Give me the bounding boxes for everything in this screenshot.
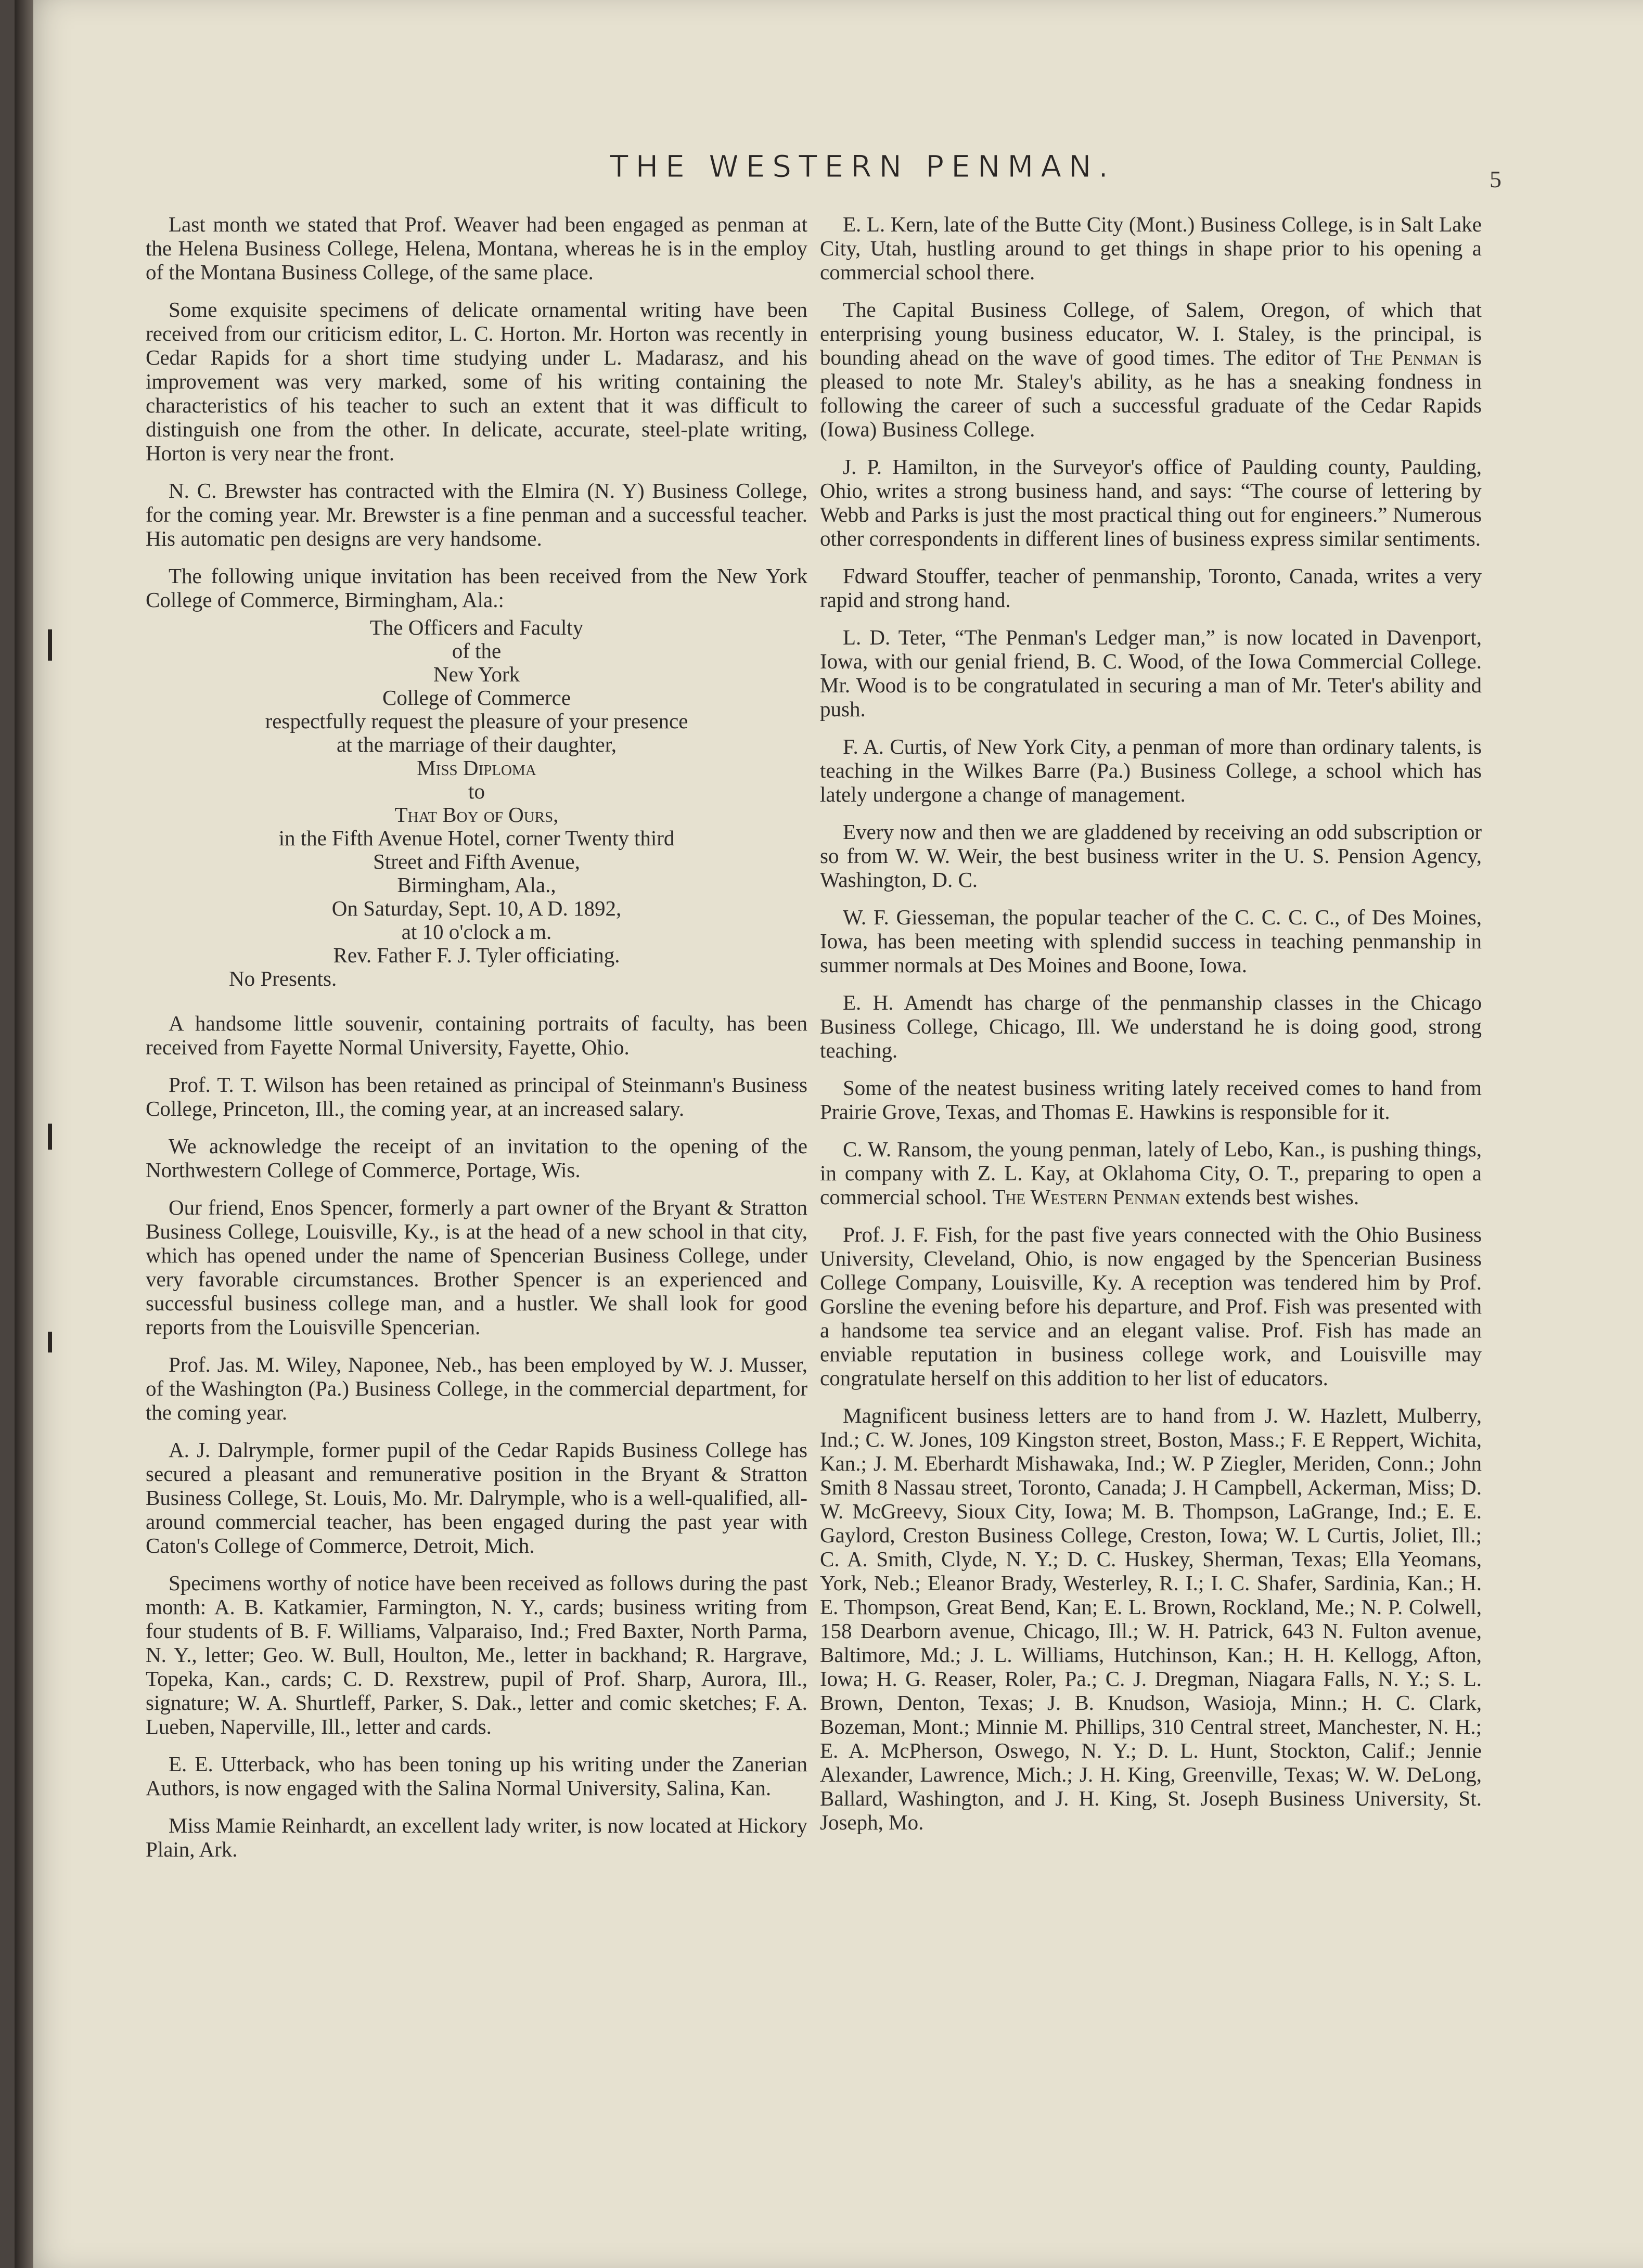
paragraph: E. H. Amendt has charge of the penmanship classes in the Chicago Business College, Chicago, Ill. We understand he is doing good, strong teaching. bbox=[820, 990, 1482, 1062]
book-binding bbox=[15, 0, 33, 2268]
invitation-line: Miss Diploma bbox=[417, 756, 536, 780]
margin-mark bbox=[48, 629, 52, 661]
paragraph: Miss Mamie Reinhardt, an excellent lady writer, is now located at Hickory Plain, Ark. bbox=[146, 1813, 807, 1861]
text-run: is pleased to note Mr. Staley's ability, as he has a sneaking fondness in following the career of such a successful graduate of the Cedar Rapids (Iowa) Business College. bbox=[820, 345, 1482, 441]
paragraph: Prof. J. F. Fish, for the past five years connected with the Ohio Business University, Cleveland, Ohio, is now engaged by the Spencerian Business College Company, Louisville, Ky. A reception was tendered him by Prof. Gorsline the evening before his departure, and Prof. Fish was presented with a handsome tea service and an elegant valise. Prof. Fish has made an enviable reputation in business college work, and Louisville may congratulate herself on this addition to her list of educators. bbox=[820, 1222, 1482, 1390]
text-run: extends best wishes. bbox=[1180, 1185, 1359, 1209]
paragraph: Some exquisite specimens of delicate ornamental writing have been received from our criticism editor, L. C. Horton. Mr. Horton was recently in Cedar Rapids for a short time studying under L. Madarasz, and his improvement was very marked, some of his writing containing the characteristics of his teacher to such an extent that it was difficult to distinguish one from the other. In delicate, accurate, steel-plate writing, Horton is very near the front. bbox=[146, 298, 807, 465]
paragraph: Magnificent business letters are to hand from J. W. Hazlett, Mulberry, Ind.; C. W. Jones, 109 Kingston street, Boston, Mass.; F. E Reppert, Wichita, Kan.; J. M. Eberhardt Mishawaka, Ind.; W. P Ziegler, Meriden, Conn.; John Smith 8 Nassau street, Toronto, Canada; J. H Campbell, Ackerman, Miss; D. W. McGreevy, Sioux City, Iowa; M. B. Thompson, LaGrange, Ind.; E. E. Gaylord, Creston Business College, Creston, Iowa; W. L Curtis, Joliet, Ill.; C. A. Smith, Clyde, N. Y.; D. C. Huskey, Sherman, Texas; Ella Yeomans, York, Neb.; Eleanor Brady, Westerley, R. I.; I. C. Shafer, Sardinia, Kan.; H. E. Thompson, Great Bend, Kan; E. L. Brown, Rockland, Me.; N. P. Colwell, 158 Dearborn avenue, Chicago, Ill.; W. H. Patrick, 643 N. Fulton avenue, Baltimore, Md.; J. L. Williams, Hutchinson, Kan.; H. H. Kellogg, Afton, Iowa; H. G. Reaser, Roler, Pa.; C. J. Dregman, Niagara Falls, N. Y.; S. L. Brown, Denton, Texas; J. B. Knudson, Wasioja, Minn.; H. C. Clark, Bozeman, Mont.; Minnie M. Phillips, 310 Central street, Manchester, N. H.; E. A. McPherson, Oswego, N. Y.; D. L. Hunt, Stockton, Calif.; Jennie Alexander, Lawrence, Mich.; J. H. King, Greenville, Texas; W. W. DeLong, Ballard, Washington, and J. H. King, St. Joseph Business University, St. Joseph, Mo. bbox=[820, 1403, 1482, 1834]
paragraph: The following unique invitation has been received from the New York College of Commerce, Birmingham, Ala.: bbox=[146, 564, 807, 612]
invitation-line: of the bbox=[452, 639, 502, 663]
invitation-line: The Officers and Faculty bbox=[369, 615, 584, 639]
masthead-title: THE WESTERN PENMAN. bbox=[610, 149, 1115, 184]
invitation-line: at 10 o'clock a m. bbox=[401, 920, 552, 944]
paragraph: A handsome little souvenir, containing portraits of faculty, has been received from Fayette Normal University, Fayette, Ohio. bbox=[146, 1011, 807, 1059]
paragraph: Every now and then we are gladdened by receiving an odd subscription or so from W. W. Weir, the best business writer in the U. S. Pension Agency, Washington, D. C. bbox=[820, 820, 1482, 892]
text-run: C. W. Ransom, the young penman, lately of Lebo, Kan., is pushing things, in company with Z. L. Kay, at Oklahoma City, O. T., preparing to open a commercial school. bbox=[820, 1137, 1482, 1209]
right-column bbox=[820, 212, 1482, 1848]
invitation-line: to bbox=[468, 779, 485, 803]
invitation-line: Birmingham, Ala., bbox=[397, 873, 556, 897]
paragraph: L. D. Teter, “The Penman's Ledger man,” is now located in Davenport, Iowa, with our genial friend, B. C. Wood, of the Iowa Commercial College. Mr. Wood is to be congratulated in securing a man of Mr. Teter's ability and push. bbox=[820, 625, 1482, 721]
text-run: The Capital Business College, of Salem, Oregon, of which that enterprising young business educator, W. I. Staley, is the principal, is bounding ahead on the wave of good times. The editor of bbox=[820, 298, 1482, 369]
page bbox=[15, 0, 1643, 2268]
paragraph: Prof. T. T. Wilson has been retained as principal of Steinmann's Business College, Princeton, Ill., the coming year, at an increased salary. bbox=[146, 1073, 807, 1120]
invitation-line: On Saturday, Sept. 10, A D. 1892, bbox=[331, 896, 622, 920]
publication-name: The Penman bbox=[1350, 345, 1459, 369]
invitation-line: No Presents. bbox=[229, 967, 337, 990]
paragraph: Prof. Jas. M. Wiley, Naponee, Neb., has been employed by W. J. Musser, of the Washington (Pa.) Business College, in the commercial department, for the coming year. bbox=[146, 1352, 807, 1424]
paragraph: A. J. Dalrymple, former pupil of the Cedar Rapids Business College has secured a pleasant and remunerative position in the Bryant & Stratton Business College, St. Louis, Mo. Mr. Dalrymple, who is a well-qualified, all-around commercial teacher, has been engaged during the past year with Caton's College of Commerce, Detroit, Mich. bbox=[146, 1438, 807, 1557]
invitation-line: Rev. Father F. J. Tyler officiating. bbox=[333, 943, 620, 967]
paragraph: Fdward Stouffer, teacher of penmanship, Toronto, Canada, writes a very rapid and strong hand. bbox=[820, 564, 1482, 612]
paragraph: J. P. Hamilton, in the Surveyor's office of Paulding county, Paulding, Ohio, writes a strong business hand, and says: “The course of lettering by Webb and Parks is just the most practical thing out for engineers.” Numerous other correspondents in different lines of business express similar sentiments. bbox=[820, 455, 1482, 550]
page-number: 5 bbox=[1490, 166, 1501, 192]
paragraph: We acknowledge the receipt of an invitation to the opening of the Northwestern College of Commerce, Portage, Wis. bbox=[146, 1134, 807, 1182]
paragraph bbox=[820, 298, 1482, 441]
margin-mark bbox=[48, 1332, 52, 1352]
paragraph: E. L. Kern, late of the Butte City (Mont.) Business College, is in Salt Lake City, Utah, hustling around to get things in shape prior to his opening a commercial school there. bbox=[820, 212, 1482, 284]
invitation-line: That Boy of Ours, bbox=[394, 803, 559, 827]
invitation-line: New York bbox=[433, 662, 520, 686]
margin-mark bbox=[48, 1124, 52, 1150]
invitation-line: College of Commerce bbox=[382, 686, 571, 710]
invitation-line: at the marriage of their daughter, bbox=[337, 732, 617, 756]
paragraph: Some of the neatest business writing lately received comes to hand from Prairie Grove, Texas, and Thomas E. Hawkins is responsible for it. bbox=[820, 1076, 1482, 1124]
paragraph: F. A. Curtis, of New York City, a penman of more than ordinary talents, is teaching in the Wilkes Barre (Pa.) Business College, a school which has lately undergone a change of management. bbox=[820, 734, 1482, 806]
paragraph: Our friend, Enos Spencer, formerly a part owner of the Bryant & Stratton Business College, Louisville, Ky., is at the head of a new school in that city, which has opened under the name of Spencerian Business College, under very favorable circumstances. Brother Spencer is an experienced and successful business college man, and a hustler. We shall look for good reports from the Louisville Spencerian. bbox=[146, 1195, 807, 1339]
invitation-line: respectfully request the pleasure of your presence bbox=[265, 709, 688, 733]
paragraph: E. E. Utterback, who has been toning up his writing under the Zanerian Authors, is now engaged with the Salina Normal University, Salina, Kan. bbox=[146, 1752, 807, 1800]
paragraph: W. F. Giesseman, the popular teacher of the C. C. C. C., of Des Moines, Iowa, has been meeting with splendid success in teaching penmanship in summer normals at Des Moines and Boone, Iowa. bbox=[820, 905, 1482, 977]
wedding-invitation bbox=[146, 616, 807, 990]
paragraph: Last month we stated that Prof. Weaver had been engaged as penman at the Helena Business College, Helena, Montana, whereas he is in the employ of the Montana Business College, of the same place. bbox=[146, 212, 807, 284]
invitation-line: in the Fifth Avenue Hotel, corner Twenty third bbox=[278, 826, 675, 850]
paragraph: N. C. Brewster has contracted with the Elmira (N. Y) Business College, for the coming year. Mr. Brewster is a fine penman and a successful teacher. His automatic pen designs are very handsome. bbox=[146, 479, 807, 550]
invitation-line: Street and Fifth Avenue, bbox=[373, 849, 580, 873]
paragraph: Specimens worthy of notice have been received as follows during the past month: A. B. Katkamier, Farmington, N. Y., cards; business writing from four students of B. F. Williams, Valparaiso, Ind.; Fred Baxter, North Parma, N. Y., letter; Geo. W. Bull, Houlton, Me., letter in backhand; R. Hargrave, Topeka, Kan., cards; C. D. Rexstrew, pupil of Prof. Sharp, Aurora, Ill., signature; W. A. Shurtleff, Parker, S. Dak., letter and comic sketches; F. A. Lueben, Naperville, Ill., letter and cards. bbox=[146, 1571, 807, 1738]
paragraph bbox=[820, 1137, 1482, 1209]
left-column bbox=[146, 212, 807, 1875]
publication-name: The Western Penman bbox=[992, 1185, 1180, 1209]
